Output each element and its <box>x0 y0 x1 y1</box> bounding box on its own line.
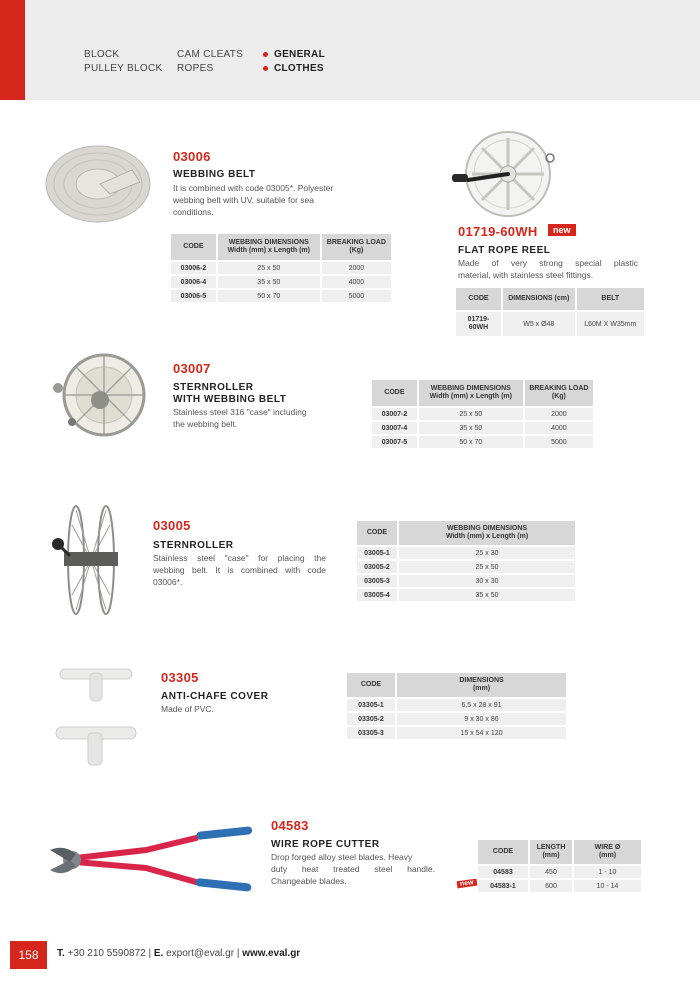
col-header-load: BREAKING LOAD (Kg) <box>525 380 593 406</box>
product-name: STERNROLLER <box>153 540 234 551</box>
product-name: STERNROLLER WITH WEBBING BELT <box>173 382 287 405</box>
table-row: 03305-1 6,5 x 28 x 91 <box>347 699 566 711</box>
nav-item-block[interactable]: BLOCK <box>84 49 120 60</box>
anti-chafe-cover-image <box>52 655 144 770</box>
sternroller-image <box>46 500 132 620</box>
nav-item-general[interactable]: GENERAL <box>274 49 325 60</box>
product-description-line: Changeable blades. <box>271 876 347 886</box>
spec-table-04583 <box>478 838 641 894</box>
table-row: 04583-1 600 10 - 14 <box>478 880 641 892</box>
product-name: WIRE ROPE CUTTER <box>271 839 380 850</box>
col-header-belt: BELT <box>577 288 644 310</box>
product-description: Stainless steel "case" for placing the webbing belt. It is combined with code <box>153 553 326 575</box>
spec-table-03305 <box>347 671 566 741</box>
col-header-code: CODE <box>171 234 218 260</box>
table-row: 03005-1 25 x 30 <box>357 547 575 559</box>
col-header-dimensions: WEBBING DIMENSIONS Width (mm) x Length (m) <box>399 521 575 545</box>
spec-table-03006 <box>171 232 391 304</box>
col-header-dimensions: WEBBING DIMENSIONS Width (mm) x Length (m) <box>419 380 525 406</box>
col-header-code: CODE <box>372 380 419 406</box>
col-header-dimensions: DIMENSIONS (cm) <box>503 288 577 310</box>
product-description: Made of very strong special plastic <box>458 258 638 268</box>
table-row: 03007-5 50 x 70 5000 <box>372 436 593 448</box>
flat-rope-reel-image <box>446 128 566 220</box>
spec-table-01719 <box>456 286 644 338</box>
new-badge: new <box>548 224 576 236</box>
col-header-code: CODE <box>478 840 530 864</box>
product-code: 01719-60WH <box>458 224 538 239</box>
table-row: 03005-3 30 x 30 <box>357 575 575 587</box>
table-row: 03006-2 25 x 50 2000 <box>171 262 391 274</box>
nav-item-clothes[interactable]: CLOTHES <box>274 63 324 74</box>
product-code: 03305 <box>161 670 199 685</box>
active-bullet-icon <box>263 66 268 71</box>
product-code: 03005 <box>153 518 191 533</box>
product-name: FLAT ROPE REEL <box>458 245 551 256</box>
product-description: Made of PVC. <box>161 704 214 714</box>
nav-item-ropes[interactable]: ROPES <box>177 63 214 74</box>
footer-contact: T. +30 210 5590872 | E. export@eval.gr | www.eval.gr <box>57 948 301 959</box>
header-accent-bar <box>0 0 25 100</box>
product-description-line: material, with stainless steel fittings. <box>458 270 594 280</box>
active-bullet-icon <box>263 52 268 57</box>
table-row: 03006-5 50 x 70 5000 <box>171 290 391 302</box>
product-code: 04583 <box>271 818 309 833</box>
col-header-code: CODE <box>357 521 399 545</box>
footer-phone[interactable]: +30 210 5590872 | <box>67 948 152 959</box>
wire-rope-cutter-image <box>46 822 256 892</box>
product-description: Drop forged alloy steel blades. Heavy <box>271 852 413 862</box>
product-description-line: 03006*. <box>153 577 183 587</box>
spec-table-03007 <box>372 378 593 450</box>
product-name: WEBBING BELT <box>173 169 256 180</box>
table-row: 03007-2 25 x 50 2000 <box>372 408 593 420</box>
footer-email[interactable]: export@eval.gr | <box>166 948 240 959</box>
col-header-code: CODE <box>347 673 397 697</box>
col-header-dimensions: WEBBING DIMENSIONS Width (mm) x Length (m) <box>218 234 322 260</box>
col-header-code: CODE <box>456 288 503 310</box>
table-row: 01719- 60WH W5 x Ø48 L60M X W35mm <box>456 312 644 336</box>
product-code: 03006 <box>173 149 211 164</box>
table-row: 03305-2 9 x 30 x 86 <box>347 713 566 725</box>
col-header-wire: WIRE Ø (mm) <box>574 840 641 864</box>
table-row: 04583 450 1 - 10 <box>478 866 641 878</box>
table-row: 03305-3 15 x 54 x 120 <box>347 727 566 739</box>
nav-item-cam-cleats[interactable]: CAM CLEATS <box>177 49 244 60</box>
product-code: 03007 <box>173 361 211 376</box>
table-row: 03005-2 25 x 50 <box>357 561 575 573</box>
col-header-load: BREAKING LOAD (Kg) <box>322 234 391 260</box>
table-row: 03006-4 35 x 50 4000 <box>171 276 391 288</box>
col-header-dimensions: DIMENSIONS (mm) <box>397 673 566 697</box>
sternroller-webbing-image <box>44 352 162 438</box>
footer-website[interactable]: www.eval.gr <box>242 948 301 959</box>
product-description: Stainless steel 316 "case" including the webbing belt. <box>173 407 307 429</box>
nav-item-pulley-block[interactable]: PULLEY BLOCK <box>84 63 163 74</box>
table-row: 03005-4 35 x 50 <box>357 589 575 601</box>
product-description: It is combined with code 03005*. Polyester webbing belt with UV, suitable for sea conditions. <box>173 183 334 217</box>
col-header-length: LENGTH (mm) <box>530 840 574 864</box>
product-name: ANTI-CHAFE COVER <box>161 691 269 702</box>
spec-table-03005 <box>357 519 575 603</box>
page-number: 158 <box>10 941 47 969</box>
webbing-belt-image <box>40 140 160 230</box>
table-row: 03007-4 35 x 50 4000 <box>372 422 593 434</box>
new-badge: new <box>457 879 477 889</box>
product-description-line: duty heat treated steel handle. <box>271 864 435 874</box>
